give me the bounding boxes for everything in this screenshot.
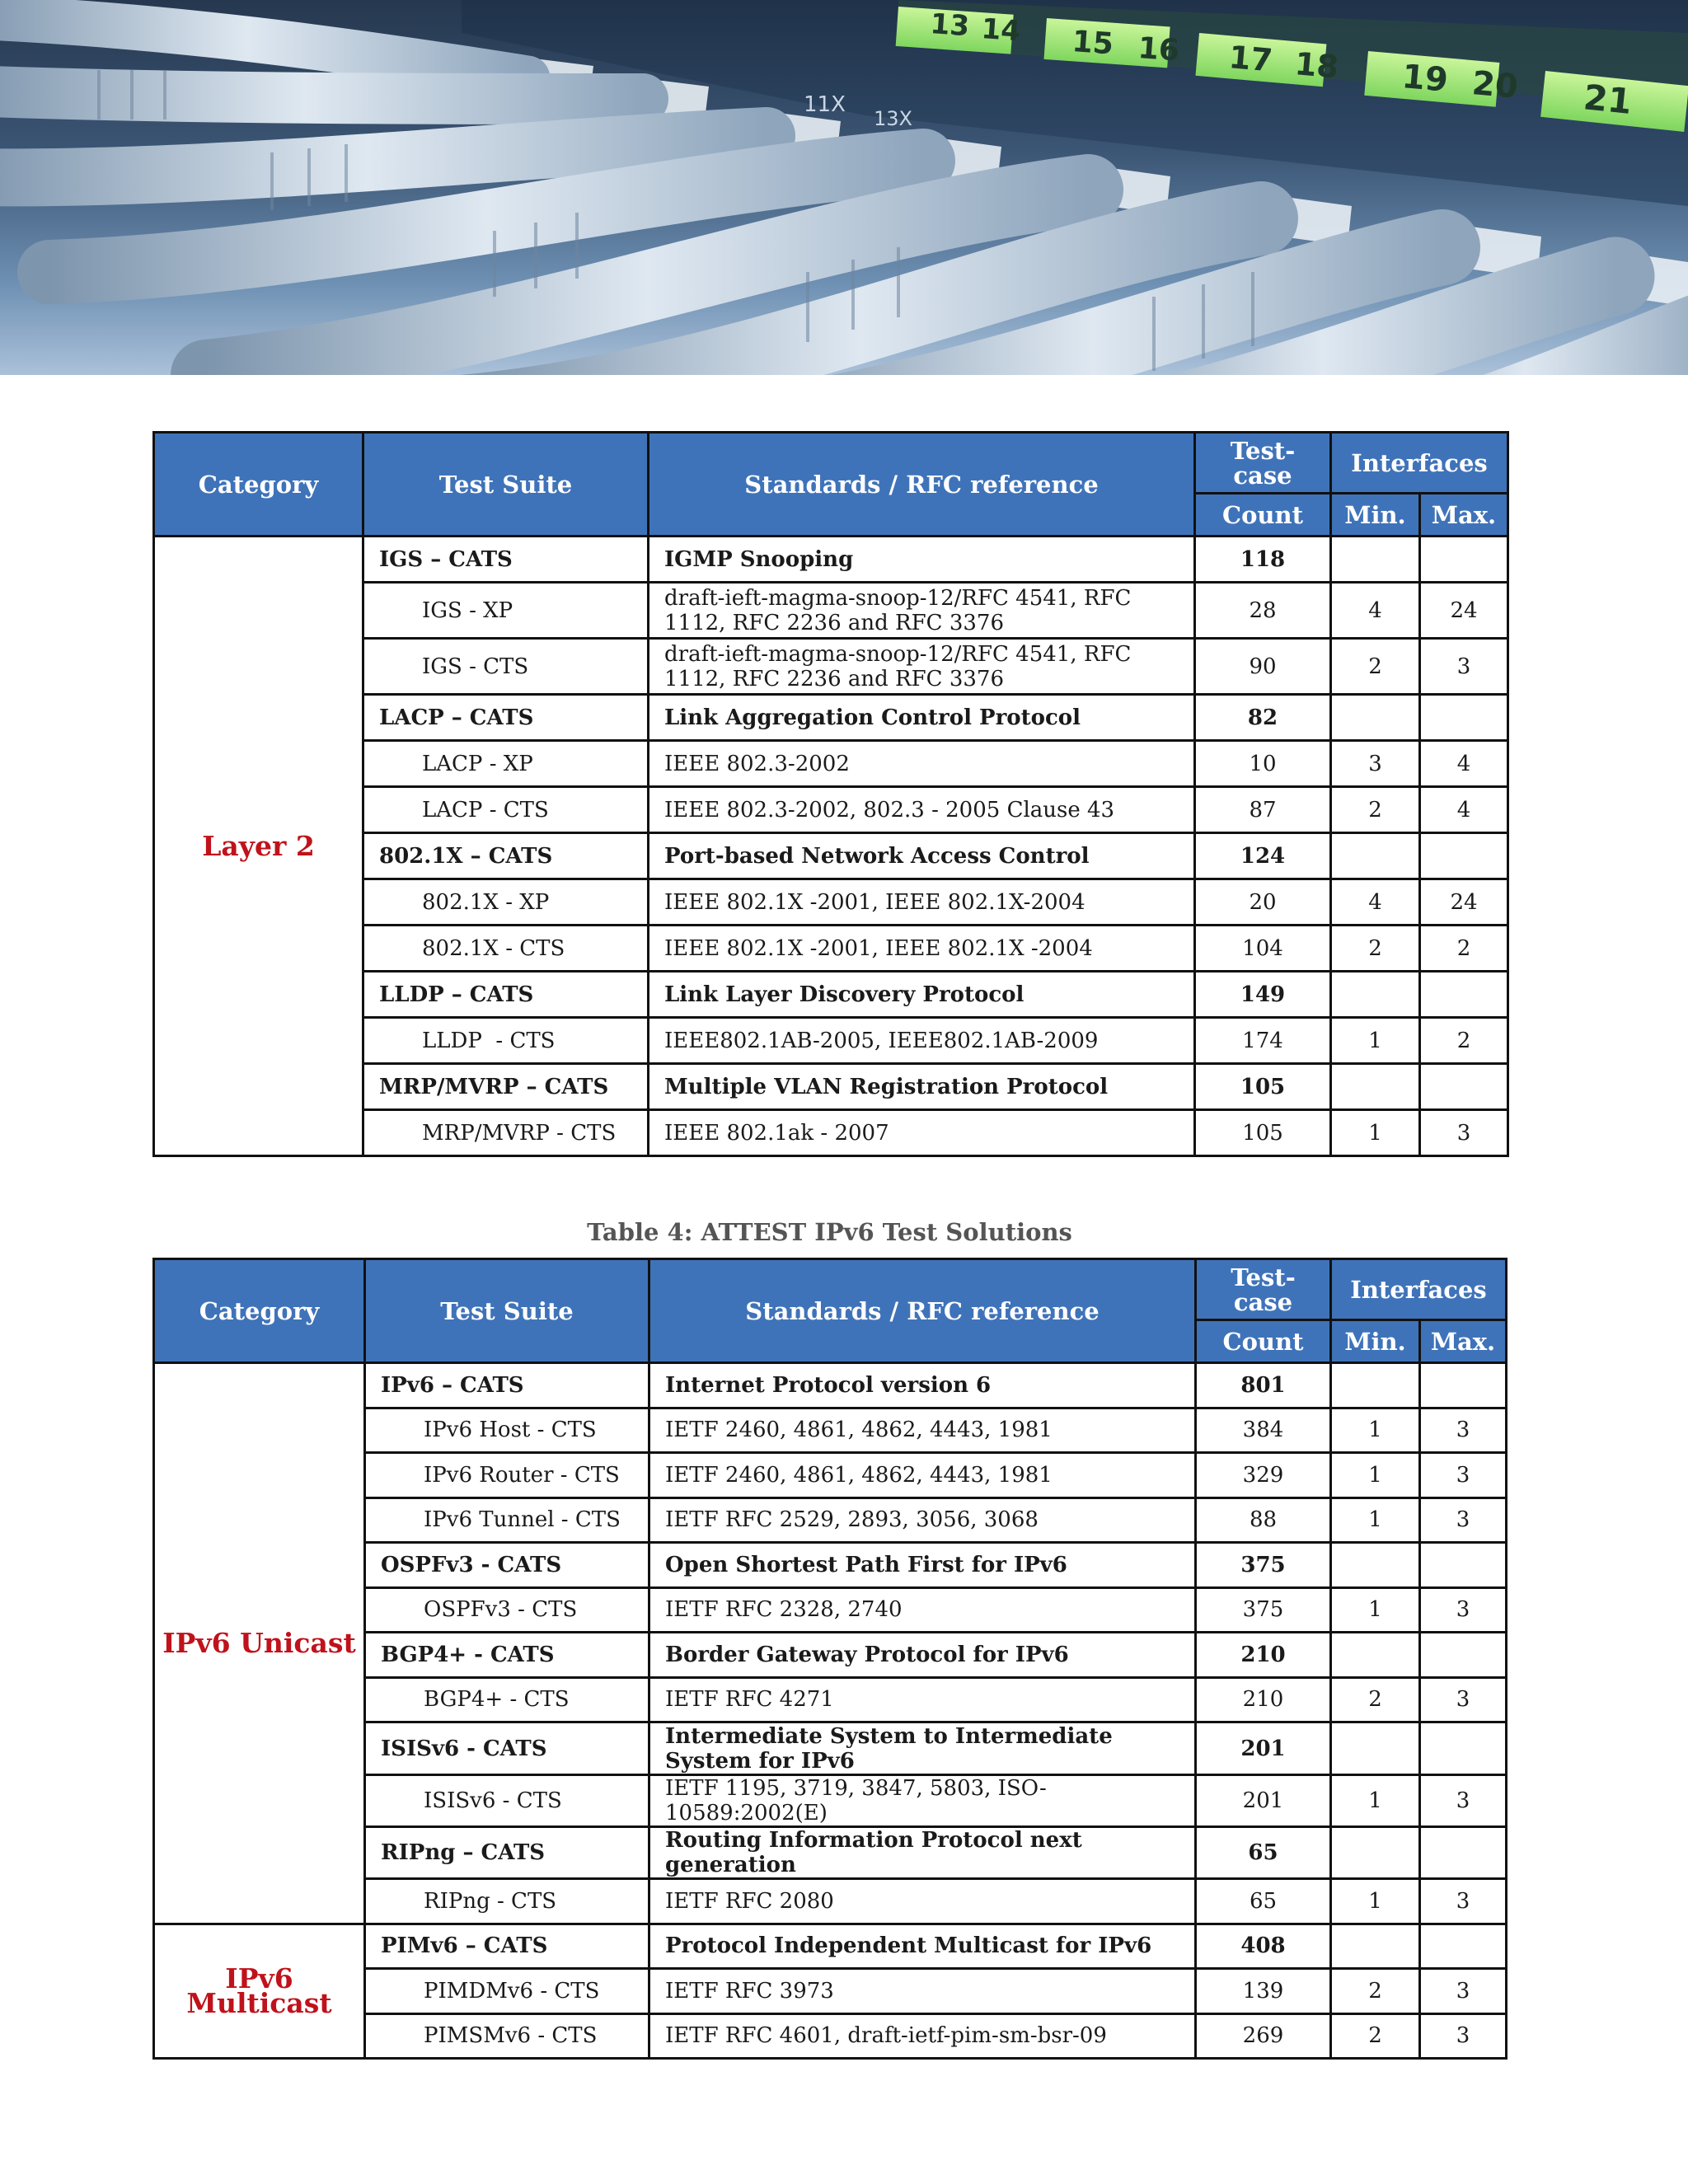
interfaces-min: 2 — [1331, 787, 1420, 833]
category-label: IPv6 Multicast — [154, 1924, 365, 2059]
test-case-count: 105 — [1195, 1110, 1331, 1156]
interfaces-max: 2 — [1420, 1018, 1508, 1064]
suite-name: LACP - CTS — [363, 787, 649, 833]
standard-ref: Port-based Network Access Control — [649, 833, 1195, 879]
test-case-count: 82 — [1195, 695, 1331, 741]
port-number-label: 13 — [929, 7, 971, 44]
header-count: Count — [1195, 494, 1331, 537]
interfaces-max: 3 — [1420, 639, 1508, 695]
port-number-label: 19 — [1400, 58, 1450, 100]
interfaces-min — [1331, 695, 1420, 741]
interfaces-min: 1 — [1331, 1497, 1420, 1543]
interfaces-min: 2 — [1331, 1677, 1420, 1722]
suite-name: 802.1X - XP — [363, 879, 649, 926]
standard-ref: IETF 2460, 4861, 4862, 4443, 1981 — [649, 1408, 1196, 1453]
standard-ref: IETF RFC 2328, 2740 — [649, 1587, 1196, 1633]
suite-name: ISISv6 - CTS — [365, 1775, 649, 1827]
interfaces-min — [1331, 833, 1420, 879]
port-number-label: 20 — [1470, 64, 1520, 106]
standard-ref: draft-ieft-magma-snoop-12/RFC 4541, RFC 1112, RFC 2236 and RFC 3376 — [649, 639, 1195, 695]
interfaces-min — [1331, 972, 1420, 1018]
category-label: Layer 2 — [154, 537, 363, 1156]
port-mark-label: 11X — [804, 92, 846, 117]
interfaces-min: 1 — [1331, 1018, 1420, 1064]
interfaces-max: 3 — [1420, 1775, 1507, 1827]
standard-ref: IEEE 802.1X -2001, IEEE 802.1X -2004 — [649, 926, 1195, 972]
port-mark-label: 13X — [874, 107, 912, 130]
interfaces-min — [1331, 1924, 1420, 1969]
standard-ref: Protocol Independent Multicast for IPv6 — [649, 1924, 1196, 1969]
standard-ref: IETF RFC 4271 — [649, 1677, 1196, 1722]
interfaces-min: 1 — [1331, 1587, 1420, 1633]
suite-name: IGS - XP — [363, 583, 649, 639]
test-case-count: 10 — [1195, 741, 1331, 787]
interfaces-min — [1331, 1827, 1420, 1879]
interfaces-min: 1 — [1331, 1453, 1420, 1498]
interfaces-max — [1420, 1827, 1507, 1879]
header-test-suite: Test Suite — [363, 433, 649, 537]
interfaces-max — [1420, 1722, 1507, 1775]
interfaces-max — [1420, 537, 1508, 583]
suite-name: LLDP – CATS — [363, 972, 649, 1018]
test-case-count: 104 — [1195, 926, 1331, 972]
test-case-count: 88 — [1196, 1497, 1331, 1543]
test-case-count: 65 — [1196, 1879, 1331, 1924]
header-standards: Standards / RFC reference — [649, 433, 1195, 537]
standard-ref: IETF RFC 2080 — [649, 1879, 1196, 1924]
header-standards: Standards / RFC reference — [649, 1259, 1196, 1363]
interfaces-max: 3 — [1420, 1879, 1507, 1924]
standard-ref: IETF 1195, 3719, 3847, 5803, ISO-10589:2002(E) — [649, 1775, 1196, 1827]
suite-name: MRP/MVRP - CTS — [363, 1110, 649, 1156]
test-case-count: 174 — [1195, 1018, 1331, 1064]
test-case-count: 90 — [1195, 639, 1331, 695]
standard-ref: Routing Information Protocol next generation — [649, 1827, 1196, 1879]
interfaces-max: 24 — [1420, 879, 1508, 926]
suite-name: PIMSMv6 - CTS — [365, 2013, 649, 2059]
interfaces-max — [1420, 1543, 1507, 1588]
interfaces-min — [1331, 1633, 1420, 1678]
standard-ref: IEEE 802.3-2002 — [649, 741, 1195, 787]
interfaces-min: 4 — [1331, 583, 1420, 639]
standard-ref: Open Shortest Path First for IPv6 — [649, 1543, 1196, 1588]
suite-name: IPv6 Host - CTS — [365, 1408, 649, 1453]
interfaces-min: 1 — [1331, 1775, 1420, 1827]
suite-name: OSPFv3 - CTS — [365, 1587, 649, 1633]
suite-name: IPv6 Tunnel - CTS — [365, 1497, 649, 1543]
interfaces-max — [1420, 1363, 1507, 1408]
interfaces-min: 2 — [1331, 639, 1420, 695]
port-number-label: 15 — [1071, 25, 1115, 62]
interfaces-max: 24 — [1420, 583, 1508, 639]
test-case-count: 375 — [1196, 1587, 1331, 1633]
interfaces-min — [1331, 1543, 1420, 1588]
interfaces-max: 3 — [1420, 1408, 1507, 1453]
table-caption: Table 4: ATTEST IPv6 Test Solutions — [587, 1218, 1072, 1246]
test-case-count: 375 — [1196, 1543, 1331, 1588]
standard-ref: IETF RFC 3973 — [649, 1969, 1196, 2014]
suite-name: IPv6 – CATS — [365, 1363, 649, 1408]
port-number-label: 21 — [1581, 77, 1634, 123]
interfaces-max: 3 — [1420, 1497, 1507, 1543]
interfaces-max: 3 — [1420, 1110, 1508, 1156]
test-case-count: 28 — [1195, 583, 1331, 639]
test-case-count: 105 — [1195, 1064, 1331, 1110]
interfaces-max: 3 — [1420, 1969, 1507, 2014]
suite-name: LLDP - CTS — [363, 1018, 649, 1064]
interfaces-max — [1420, 1064, 1508, 1110]
table-row — [154, 1363, 1507, 1408]
suite-name: IGS - CTS — [363, 639, 649, 695]
test-case-count: 139 — [1196, 1969, 1331, 2014]
interfaces-min — [1331, 1064, 1420, 1110]
interfaces-min — [1331, 1722, 1420, 1775]
test-case-count: 201 — [1196, 1775, 1331, 1827]
interfaces-min: 2 — [1331, 926, 1420, 972]
standard-ref: Intermediate System to Intermediate System for IPv6 — [649, 1722, 1196, 1775]
header-test-case: Test- case — [1196, 1259, 1331, 1320]
standard-ref: IEEE802.1AB-2005, IEEE802.1AB-2009 — [649, 1018, 1195, 1064]
standard-ref: Internet Protocol version 6 — [649, 1363, 1196, 1408]
test-case-count: 210 — [1196, 1677, 1331, 1722]
test-case-count: 87 — [1195, 787, 1331, 833]
test-case-count: 201 — [1196, 1722, 1331, 1775]
test-case-count: 149 — [1195, 972, 1331, 1018]
standard-ref: IEEE 802.1X -2001, IEEE 802.1X-2004 — [649, 879, 1195, 926]
header-count: Count — [1196, 1320, 1331, 1363]
port-number-label: 18 — [1293, 45, 1340, 86]
header-min: Min. — [1331, 494, 1420, 537]
interfaces-max: 4 — [1420, 787, 1508, 833]
ipv6-test-solutions-table — [152, 1258, 1507, 2060]
network-switch-illustration — [0, 0, 1688, 375]
suite-name: PIMv6 – CATS — [365, 1924, 649, 1969]
interfaces-max — [1420, 972, 1508, 1018]
interfaces-max: 3 — [1420, 1677, 1507, 1722]
interfaces-min: 3 — [1331, 741, 1420, 787]
interfaces-max: 3 — [1420, 1587, 1507, 1633]
interfaces-max: 4 — [1420, 741, 1508, 787]
port-number-label: 14 — [980, 12, 1022, 49]
test-case-count: 384 — [1196, 1408, 1331, 1453]
interfaces-max — [1420, 833, 1508, 879]
interfaces-max — [1420, 695, 1508, 741]
test-case-count: 124 — [1195, 833, 1331, 879]
header-interfaces: Interfaces — [1331, 433, 1508, 494]
interfaces-min: 2 — [1331, 2013, 1420, 2059]
interfaces-max — [1420, 1924, 1507, 1969]
suite-name: RIPng – CATS — [365, 1827, 649, 1879]
suite-name: LACP - XP — [363, 741, 649, 787]
port-number-label: 16 — [1137, 31, 1181, 68]
suite-name: BGP4+ - CATS — [365, 1633, 649, 1678]
suite-name: 802.1X - CTS — [363, 926, 649, 972]
header-category: Category — [154, 433, 363, 537]
header-test-suite: Test Suite — [365, 1259, 649, 1363]
suite-name: IPv6 Router - CTS — [365, 1453, 649, 1498]
standard-ref: IETF RFC 2529, 2893, 3056, 3068 — [649, 1497, 1196, 1543]
test-case-count: 269 — [1196, 2013, 1331, 2059]
header-category: Category — [154, 1259, 365, 1363]
test-case-count: 801 — [1196, 1363, 1331, 1408]
standard-ref: draft-ieft-magma-snoop-12/RFC 4541, RFC 1112, RFC 2236 and RFC 3376 — [649, 583, 1195, 639]
test-case-count: 20 — [1195, 879, 1331, 926]
suite-name: MRP/MVRP – CATS — [363, 1064, 649, 1110]
suite-name: RIPng - CTS — [365, 1879, 649, 1924]
port-number-label: 17 — [1227, 39, 1274, 79]
standard-ref: IETF RFC 4601, draft-ietf-pim-sm-bsr-09 — [649, 2013, 1196, 2059]
suite-name: BGP4+ - CTS — [365, 1677, 649, 1722]
interfaces-min: 1 — [1331, 1408, 1420, 1453]
standard-ref: IEEE 802.1ak - 2007 — [649, 1110, 1195, 1156]
table-row — [154, 537, 1508, 583]
header-max: Max. — [1420, 1320, 1507, 1363]
interfaces-min: 2 — [1331, 1969, 1420, 2014]
table-row — [154, 1924, 1507, 1969]
interfaces-max: 3 — [1420, 1453, 1507, 1498]
test-case-count: 408 — [1196, 1924, 1331, 1969]
suite-name: LACP – CATS — [363, 695, 649, 741]
interfaces-min — [1331, 1363, 1420, 1408]
header-min: Min. — [1331, 1320, 1420, 1363]
header-test-case: Test- case — [1195, 433, 1331, 494]
header-interfaces: Interfaces — [1331, 1259, 1507, 1320]
header-max: Max. — [1420, 494, 1508, 537]
interfaces-max: 2 — [1420, 926, 1508, 972]
suite-name: PIMDMv6 - CTS — [365, 1969, 649, 2014]
suite-name: OSPFv3 - CATS — [365, 1543, 649, 1588]
interfaces-max: 3 — [1420, 2013, 1507, 2059]
interfaces-min: 4 — [1331, 879, 1420, 926]
layer2-test-solutions-table — [152, 431, 1509, 1157]
header-photo — [0, 0, 1688, 375]
interfaces-min: 1 — [1331, 1110, 1420, 1156]
standard-ref: Border Gateway Protocol for IPv6 — [649, 1633, 1196, 1678]
standard-ref: IETF 2460, 4861, 4862, 4443, 1981 — [649, 1453, 1196, 1498]
suite-name: 802.1X – CATS — [363, 833, 649, 879]
interfaces-min: 1 — [1331, 1879, 1420, 1924]
interfaces-min — [1331, 537, 1420, 583]
interfaces-max — [1420, 1633, 1507, 1678]
standard-ref: Multiple VLAN Registration Protocol — [649, 1064, 1195, 1110]
test-case-count: 118 — [1195, 537, 1331, 583]
test-case-count: 210 — [1196, 1633, 1331, 1678]
category-label: IPv6 Unicast — [154, 1363, 365, 1924]
standard-ref: IGMP Snooping — [649, 537, 1195, 583]
test-case-count: 65 — [1196, 1827, 1331, 1879]
standard-ref: IEEE 802.3-2002, 802.3 - 2005 Clause 43 — [649, 787, 1195, 833]
suite-name: ISISv6 - CATS — [365, 1722, 649, 1775]
standard-ref: Link Aggregation Control Protocol — [649, 695, 1195, 741]
suite-name: IGS – CATS — [363, 537, 649, 583]
standard-ref: Link Layer Discovery Protocol — [649, 972, 1195, 1018]
test-case-count: 329 — [1196, 1453, 1331, 1498]
